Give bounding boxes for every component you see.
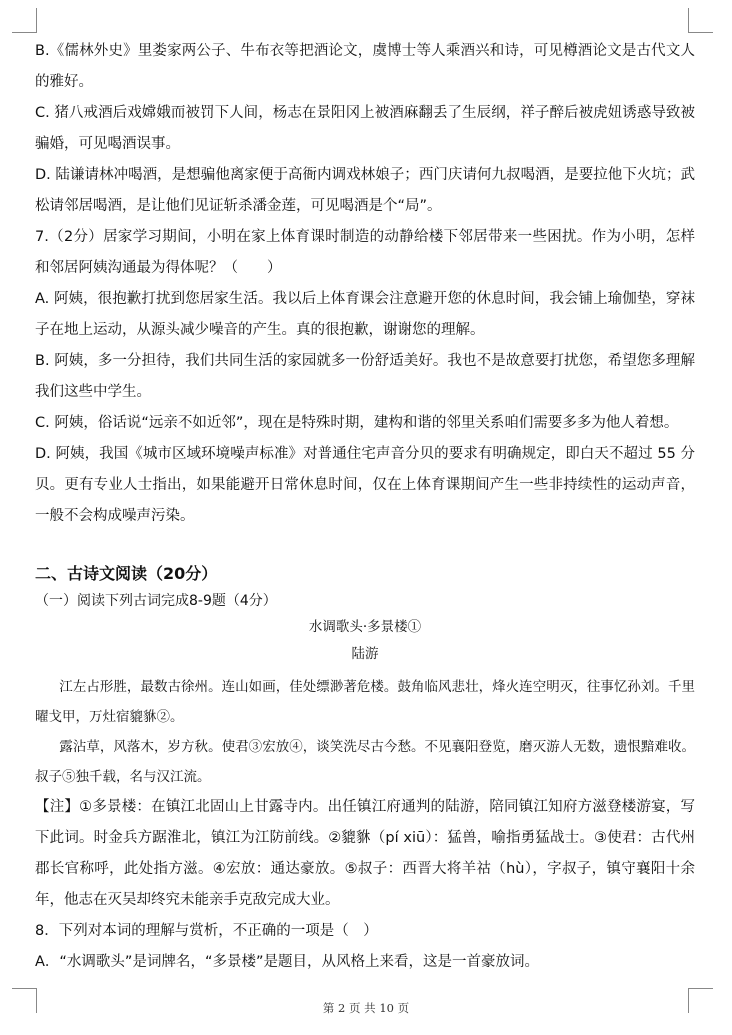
question-8: 8．下列对本词的理解与赏析，不正确的一项是（ ） — [35, 923, 378, 939]
option-7b: B. 阿姨，多一分担待，我们共同生活的家园就多一份舒适美好。我也不是故意要打扰您，希望您多理解我们这些中学生。 — [35, 353, 695, 400]
section-subtitle: （一）阅读下列古词完成8-9题（4分） — [35, 593, 277, 609]
poem-author: 陆游 — [351, 646, 379, 662]
option-7d: D. 阿姨，我国《城市区域环境噪声标准》对普通住宅声音分贝的要求有明确规定，即白天不超过 55 分贝。更有专业人士指出，如果能避开日常休息时间，仅在上体育课期间产生一些非持续性的运动声音，一般不会构成噪声污染。 — [35, 446, 695, 524]
question-7: 7.（2分）居家学习期间，小明在家上体育课时制造的动静给楼下邻居带来一些困扰。作为小明，怎样和邻居阿姨沟通最为得体呢？（ ） — [35, 229, 695, 276]
option-7a: A. 阿姨，很抱歉打扰到您居家生活。我以后上体育课会注意避开您的休息时间，我会铺上瑜伽垫，穿袜子在地上运动，从源头减少噪音的产生。真的很抱歉，谢谢您的理解。 — [35, 291, 695, 338]
page-footer: 第 2 页 共 10 页 — [322, 1001, 410, 1015]
poem-title: 水调歌头·多景楼① — [308, 619, 422, 635]
poem-stanza-1: 江左占形胜，最数古徐州。连山如画，佳处缥渺著危楼。鼓角临风悲壮，烽火连空明灭，往事忆孙刘。千里曜戈甲，万灶宿貔貅②。 — [35, 679, 695, 725]
page-content — [35, 36, 695, 978]
option-6d: D. 陆谦请林冲喝酒，是想骗他离家便于高衙内调戏林娘子；西门庆请何九叔喝酒，是要拉他下火坑；武松请邻居喝酒，是让他们见证斩杀潘金莲，可见喝酒是个“局”。 — [35, 167, 695, 214]
option-7c: C. 阿姨，俗话说“远亲不如近邻”，现在是特殊时期，建构和谐的邻里关系咱们需要多多为他人着想。 — [35, 415, 679, 431]
crop-mark-top-right — [688, 8, 713, 33]
section-title: 二、古诗文阅读（20分） — [35, 564, 218, 583]
poem-stanza-2: 露沾草，风落木，岁方秋。使君③宏放④，谈笑洗尽古今愁。不见襄阳登览，磨灭游人无数，遗恨黯难收。叔子⑤独千载，名与汉江流。 — [35, 739, 695, 785]
option-8a: A．“水调歌头”是词牌名，“多景楼”是题目，从风格上来看，这是一首豪放词。 — [35, 954, 539, 970]
option-6c: C. 猪八戒酒后戏嫦娥而被罚下人间，杨志在景阳冈上被酒麻翻丢了生辰纲，祥子醉后被虎妞诱惑导致被骗婚，可见喝酒误事。 — [35, 105, 695, 152]
option-6b: B.《儒林外史》里娄家两公子、牛布衣等把酒论文，虞博士等人乘酒兴和诗，可见樽酒论文是古代文人的雅好。 — [35, 43, 695, 90]
poem-note: 【注】①多景楼：在镇江北固山上甘露寺内。出任镇江府通判的陆游，陪同镇江知府方滋登楼游宴，写下此词。时金兵方踞淮北，镇江为江防前线。②貔貅（pí xiū）：猛兽，喻指勇猛战士。③使君：古代州郡长官称呼，此处指方滋。④宏放：通达豪放。⑤叔子：西晋大将羊祜（hù），字叔子，镇守襄阳十余年，他志在灭吴却终究未能亲手克敌完成大业。 — [35, 799, 695, 908]
crop-mark-top-left — [12, 8, 37, 33]
